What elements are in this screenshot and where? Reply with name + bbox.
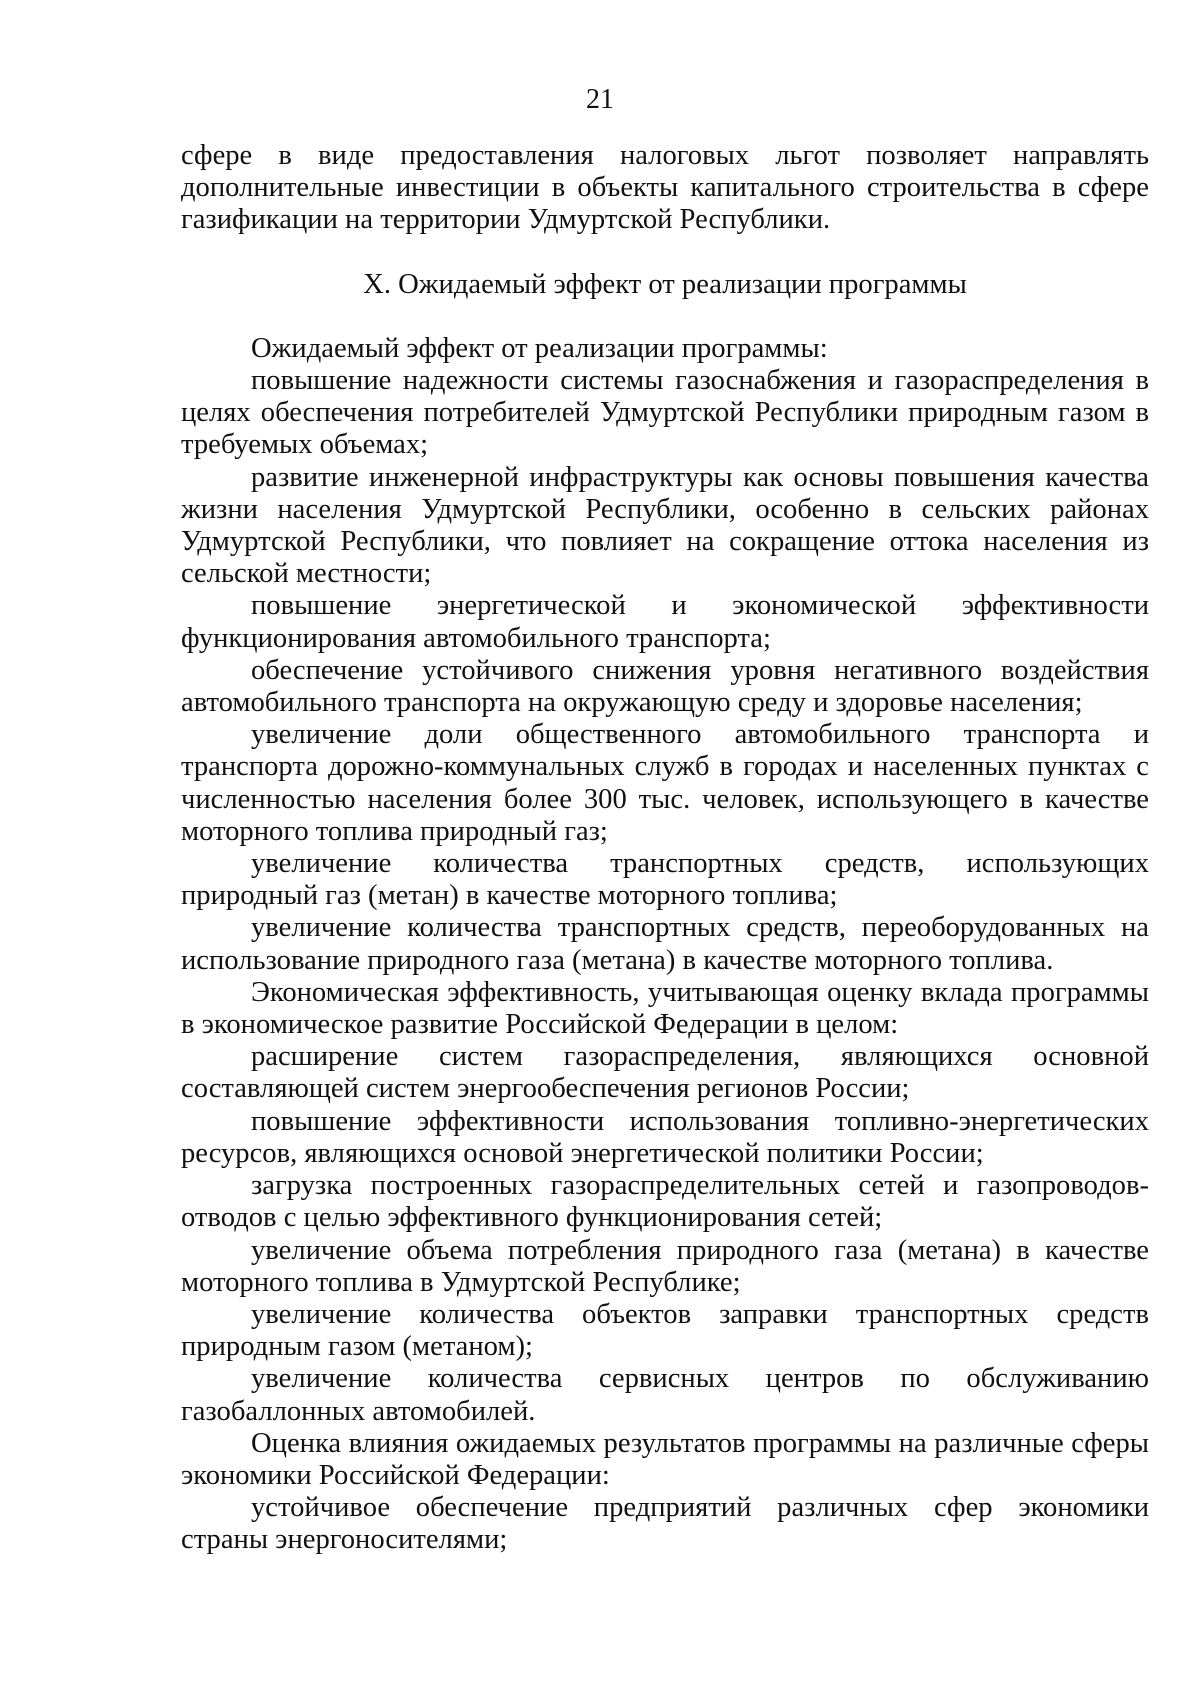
list-item: повышение энергетической и экономической эффективности функционирования автомобильного транспорта; [181,590,1149,654]
list-item: увеличение доли общественного автомобильного транспорта и транспорта дорожно-коммунальных служб в городах и населенных пунктах с численностью населения более 300 тыс. человек, использующего в качестве моторного топлива природный газ; [181,719,1149,847]
list-item: развитие инженерной инфраструктуры как основы повышения качества жизни населения Удмуртской Республики, особенно в сельских районах Удмуртской Республики, что повлияет на сокращение оттока населения из сельской местности; [181,461,1149,590]
list-item: расширение систем газораспределения, являющихся основной составляющей систем энергообеспечения регионов России; [181,1041,1149,1105]
section-heading: X. Ожидаемый эффект от реализации программы [363,268,967,300]
intro-paragraph: сфере в виде предоставления налоговых льгот позволяет направлять дополнительные инвестиции в объекты капитального строительства в сфере газификации на территории Удмуртской Республики. [181,140,1149,236]
list-item: увеличение объема потребления природного газа (метана) в качестве моторного топлива в Удмуртской Республике; [181,1234,1149,1298]
list-item: повышение надежности системы газоснабжения и газораспределения в целях обеспечения потребителей Удмуртской Республики природным газом в требуемых объемах; [181,365,1149,461]
paragraph-economic-efficiency-intro: Экономическая эффективность, учитывающая оценку вклада программы в экономическое развитие Российской Федерации в целом: [181,976,1149,1041]
list-item: загрузка построенных газораспределительных сетей и газопроводов-отводов с целью эффективного функционирования сетей; [181,1170,1149,1234]
paragraph-expected-effect-intro: Ожидаемый эффект от реализации программы: [251,332,828,364]
list-item: увеличение количества объектов заправки транспортных средств природным газом (метаном); [181,1298,1149,1363]
list-item: устойчивое обеспечение предприятий различных сфер экономики страны энергоносителями; [181,1492,1149,1556]
page-number: 21 [586,84,614,115]
list-item: обеспечение устойчивого снижения уровня негативного воздействия автомобильного транспорта на окружающую среду и здоровье населения; [181,654,1149,719]
list-item: повышение эффективности использования топливно-энергетических ресурсов, являющихся основой энергетической политики России; [181,1105,1149,1169]
list-item: увеличение количества сервисных центров по обслуживанию газобаллонных автомобилей. [181,1363,1149,1427]
list-item: увеличение количества транспортных средств, переоборудованных на использование природного газа (метана) в качестве моторного топлива. [181,912,1149,976]
list-item: увеличение количества транспортных средств, использующих природный газ (метан) в качестве моторного топлива; [181,848,1149,912]
paragraph-impact-assessment-intro: Оценка влияния ожидаемых результатов программы на различные сферы экономики Российской Федерации: [181,1427,1149,1491]
document-body [181,140,1149,1557]
